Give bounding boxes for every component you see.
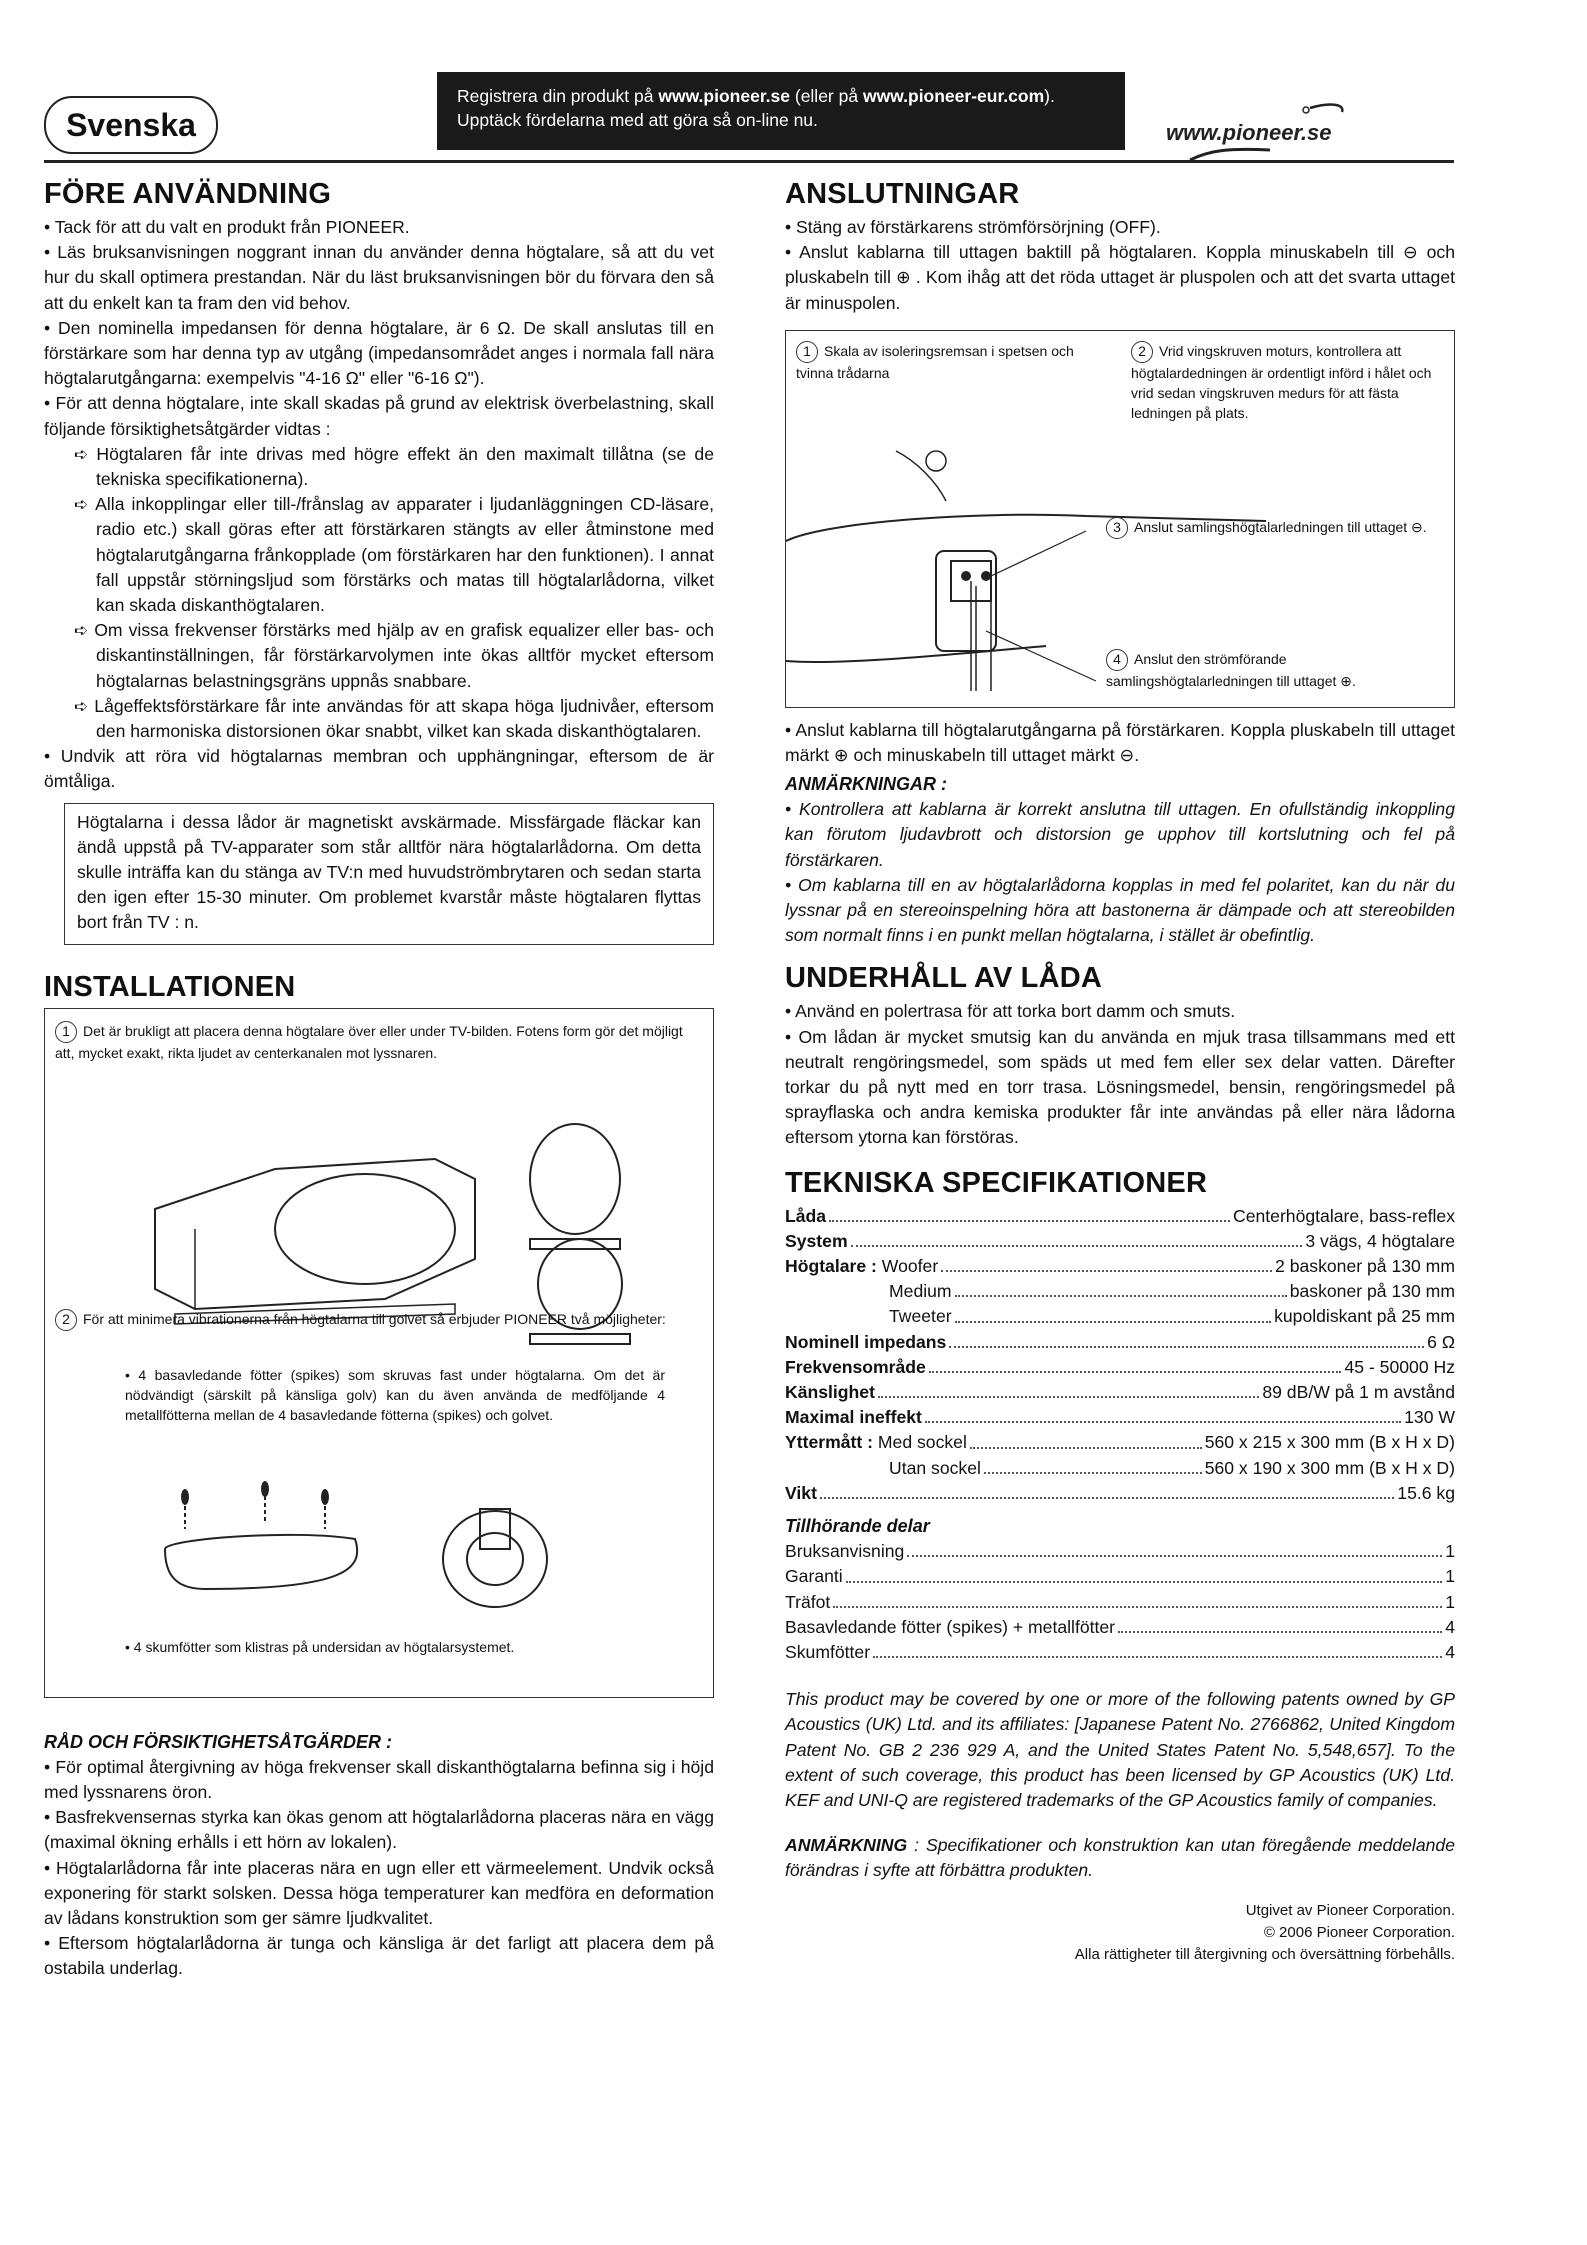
section-title-underhall: UNDERHÅLL AV LÅDA	[785, 962, 1103, 995]
fore-p4: • För att denna högtalare, inte skall skadas på grund av elektrisk överbelastning, skall följande försiktighetsåtgärder vidtas :	[44, 393, 714, 439]
install-bullet-2: • 4 skumfötter som klistras på undersidan av högtalarsystemet.	[125, 1638, 515, 1655]
publisher-line-1: Utgivet av Pioneer Corporation.	[1245, 1901, 1455, 1919]
arrow-icon: ➪	[74, 444, 97, 464]
anslut-p3: • Anslut kablarna till högtalarutgångarna på förstärkaren. Koppla pluskabeln till uttaget märkt ⊕ och minuskabeln till uttaget märkt ⊖.	[785, 719, 1455, 766]
fore-sub-4: ➪ Lågeffektsförstärkare får inte användas för att skapa höga ljudnivåer, eftersom den harmoniska distorsionen ökar snabbt, vilket kan skada diskanthögtalaren.	[74, 695, 714, 742]
change-notice: ANMÄRKNING : Specifikationer och konstruktion kan utan föregående meddelande förändras i syfte att förbättra produkten.	[785, 1835, 1455, 1881]
patent-notice: This product may be covered by one or more of the following patents owned by GP Acoustics (UK) Ltd. and its affiliates: [Japanese Patent No. 2766862, United Kingdom Patent No. GB 2 236 929 A, and the United States Patent No. 5,548,657]. To the extent of such coverage, this product has been licensed by GP Acoustics (UK) Ltd. KEF and UNI-Q are registered trademarks of the GP Acoustics family of companies.	[785, 1689, 1455, 1810]
conn-step-1: 1 Skala av isoleringsremsan i spetsen och tvinna trådarna	[796, 342, 1074, 381]
underhall-p2: • Om lådan är mycket smutsig kan du använda en mjuk trasa tillsammans med ett neutralt rengöringsmedel, som späds ut med fem eller sex delar vatten. Därefter torkar du på nytt med en torr trasa. Lösningsmedel, bensin, rengöringsmedel på sprayflaska och andra kemiska produkter får inte användas på eller nära lådorna eftersom ytorna kan förstöras.	[785, 1026, 1455, 1148]
register-line-1: Registrera din produkt på www.pioneer.se (eller på www.pioneer-eur.com).	[457, 86, 1055, 106]
register-link-se[interactable]: www.pioneer.se	[658, 86, 790, 106]
spec-row-medium: Medium baskoner på 130 mm	[889, 1281, 1455, 1302]
anslut-p1: • Stäng av förstärkarens strömförsörjning (OFF).	[785, 217, 1161, 237]
spec-row-woofer: Högtalare : Woofer 2 baskoner på 130 mm	[785, 1256, 1455, 1277]
spec-row-kanslighet: Känslighet 89 dB/W på 1 m avstånd	[785, 1382, 1455, 1403]
accessories-table	[785, 1539, 1455, 1665]
register-link-eur[interactable]: www.pioneer-eur.com	[862, 86, 1045, 106]
header-rule	[44, 160, 1454, 163]
register-line-2: Upptäck fördelarna med att göra så on-line nu.	[457, 110, 818, 130]
arrow-icon: ➪	[74, 621, 95, 641]
anslut-notes-title: ANMÄRKNINGAR :	[785, 774, 947, 795]
fore-p2: • Läs bruksanvisningen noggrant innan du använder denna högtalare, så att du vet hur du skall optimera prestandan. När du läst bruksanvisningen bör du förvara den så att du enkelt kan ta fram den vid behov.	[44, 242, 714, 313]
accessory-row: Träfot 1	[785, 1591, 1455, 1612]
spec-row-tweeter: Tweeter kupoldiskant på 25 mm	[889, 1306, 1455, 1327]
arrow-icon: ➪	[74, 696, 95, 716]
spec-row-lada: Låda Centerhögtalare, bass-reflex	[785, 1205, 1455, 1226]
step-number: 4	[1106, 649, 1128, 671]
section-title-tekniska: TEKNISKA SPECIFIKATIONER	[785, 1166, 1208, 1199]
install-figure-box	[44, 1008, 714, 1698]
anslut-p2: • Anslut kablarna till uttagen baktill på högtalaren. Koppla minuskabeln till ⊖ och pluskabeln till ⊕ . Kom ihåg att det röda uttaget är pluspolen och att det svarta uttaget är minuspolen.	[785, 242, 1455, 313]
fore-sub-3: ➪ Om vissa frekvenser förstärks med hjälp av en grafisk equalizer eller bas- och diskantinställningen, får förstärkarvolymen inte ökas alltför mycket eftersom högtalarnas belastningsgräns uppnås snabbare.	[74, 620, 715, 691]
magnetic-notice-box	[64, 803, 714, 945]
rad-p2: • Basfrekvensernas styrka kan ökas genom att högtalarlådorna placeras nära en vägg (maximal ökning erhålls i ett hörn av lokalen).	[44, 1807, 714, 1853]
rad-p1: • För optimal återgivning av höga frekvenser skall diskanthögtalarna befinna sig i höjd med lyssnarens öron.	[44, 1756, 714, 1802]
spec-row-impedans: Nominell impedans 6 Ω	[785, 1331, 1455, 1352]
anslut-note-b: • Om kablarna till en av högtalarlådorna kopplas in med fel polaritet, kan du när du lyssnar på en stereoinspelning höra att bastonerna är dämpade och att stereobilden som normalt finns i en punkt mellan högtalarna, i stället är obefintlig.	[785, 874, 1455, 946]
publisher-line-3: Alla rättigheter till återgivning och översättning förbehålls.	[1074, 1945, 1455, 1963]
step-number: 1	[55, 1021, 77, 1043]
logo-url[interactable]: www.pioneer.se	[1166, 120, 1332, 145]
spec-row-vikt: Vikt 15.6 kg	[785, 1482, 1455, 1503]
step-number: 3	[1106, 517, 1128, 539]
rad-p3: • Högtalarlådorna får inte placeras nära en ugn eller ett värmeelement. Undvik också exponering för starkt solsken. Dessa höga temperaturer kan medföra en deformation av lådans konstruktion som ger sämre ljudkvalitet.	[44, 1857, 714, 1928]
conn-step-2: 2 Vrid vingskruven moturs, kontrollera att högtalardedningen är ordentligt införd i hålet och vrid sedan vingskruven medurs för att fästa ledningen på plats.	[1131, 342, 1432, 421]
magnetic-notice-text: Högtalarna i dessa lådor är magnetiskt avskärmade. Missfärgade fläckar kan ändå uppstå på TV-apparater som står alltför nära högtalarlådorna. Om detta skulle inträffa kan du stänga av TV:n med huvudströmbrytaren och sedan starta den igen efter 15-30 minuter. Om problemet kvarstår måste högtalaren flyttas bort från TV : n.	[77, 811, 701, 933]
fore-p3: • Den nominella impedansen för denna högtalare, är 6 Ω. De skall anslutas till en förstärkare som har denna typ av utgång (impedansområdet anges i normala fall nära högtalarutgångarna: exempelvis "4-16 Ω" eller "6-16 Ω").	[44, 317, 714, 389]
spec-row-system: System 3 vägs, 4 högtalare	[785, 1230, 1455, 1251]
right-column	[785, 178, 1455, 1966]
spec-row-frekvens: Frekvensområde 45 - 50000 Hz	[785, 1356, 1455, 1377]
register-banner	[437, 72, 1125, 150]
install-step-1: 1 Det är brukligt att placera denna högtalare över eller under TV-bilden. Fotens form gör det möjligt att, mycket exakt, rikta ljudet av centerkanalen mot lyssnaren.	[55, 1022, 683, 1061]
spec-table	[785, 1204, 1455, 1506]
fore-sub-1: ➪ Högtalaren får inte drivas med högre effekt än den maximalt tillåtna (se de tekniska specifikationerna).	[74, 443, 715, 490]
fore-p5: • Undvik att röra vid högtalarnas membran och upphängningar, eftersom de är ömtåliga.	[44, 746, 714, 792]
spec-row-maxeffekt: Maximal ineffekt 130 W	[785, 1407, 1455, 1428]
arrow-icon: ➪	[74, 495, 96, 515]
left-column	[44, 178, 714, 1982]
accessory-row: Bruksanvisning 1	[785, 1541, 1455, 1562]
spec-row-med-sockel: Yttermått : Med sockel 560 x 215 x 300 mm (B x H x D)	[785, 1432, 1455, 1453]
connection-figure-box	[785, 330, 1455, 708]
connection-illustration	[786, 391, 1456, 691]
publisher-line-2: © 2006 Pioneer Corporation.	[1263, 1923, 1455, 1941]
pioneer-logo	[1160, 98, 1380, 162]
publisher-block	[785, 1900, 1455, 1966]
conn-step-3: 3 Anslut samlingshögtalarledningen till uttaget ⊖.	[1106, 517, 1436, 539]
install-step-2: 2 För att minimera vibrationerna från högtalarna till golvet så erbjuder PIONEER två möjligheter:	[55, 1309, 695, 1331]
rad-p4: • Eftersom högtalarlådorna är tunga och känsliga är det farligt att placera dem på ostabila underlag.	[44, 1933, 714, 1979]
accessory-row: Skumfötter 4	[785, 1641, 1455, 1662]
section-title-anslut: ANSLUTNINGAR	[785, 178, 1020, 210]
underhall-p1: • Använd en polertrasa för att torka bort damm och smuts.	[785, 1001, 1236, 1022]
accessory-row: Garanti 1	[785, 1566, 1455, 1587]
step-number: 2	[1131, 341, 1153, 363]
spikes-illustration	[145, 1479, 565, 1629]
anslut-note-a: • Kontrollera att kablarna är korrekt anslutna till uttagen. En ofullständig inkoppling kan förutom ljudavbrott och distorsion ge upphov till kortslutning och fel på förstärkaren.	[785, 799, 1455, 870]
section-title-install: INSTALLATIONEN	[44, 970, 296, 1003]
conn-step-4: 4 Anslut den strömförande samlingshögtalarledningen till uttaget ⊕.	[1106, 650, 1356, 689]
section-title-rad: RÅD OCH FÖRSIKTIGHETSÅTGÄRDER :	[44, 1731, 392, 1752]
language-badge: Svenska	[44, 96, 218, 154]
install-bullet-1: • 4 basavledande fötter (spikes) som skruvas fast under högtalarna. Om det är nödvändigt (särskilt på känsliga golv) kan du även använda de medföljande 4 metallfötterna mellan de 4 basavledande fötterna (spikes) och golvet.	[125, 1366, 665, 1423]
step-number: 2	[55, 1309, 77, 1331]
spec-row-utan-sockel: Utan sockel 560 x 190 x 300 mm (B x H x D)	[889, 1457, 1455, 1478]
accessories-title: Tillhörande delar	[785, 1516, 930, 1537]
step-number: 1	[796, 341, 818, 363]
accessory-row: Basavledande fötter (spikes) + metallfötter 4	[785, 1616, 1455, 1637]
section-title-fore: FÖRE ANVÄNDNING	[44, 178, 332, 210]
fore-p1: • Tack för att du valt en produkt från PIONEER.	[44, 217, 410, 237]
fore-sub-2: ➪ Alla inkopplingar eller till-/frånslag av apparater i ljudanläggningen CD-läsare, radio etc.) skall göras efter att förstärkaren stängts av eller åtminstone med högtalarutgångarna frånkopplade (om förstärkaren har den funktionen). I annat fall uppstår störningsljud som förstärks och matas till högtalarlådorna, vilket kan skada diskanthögtalaren.	[74, 494, 715, 616]
